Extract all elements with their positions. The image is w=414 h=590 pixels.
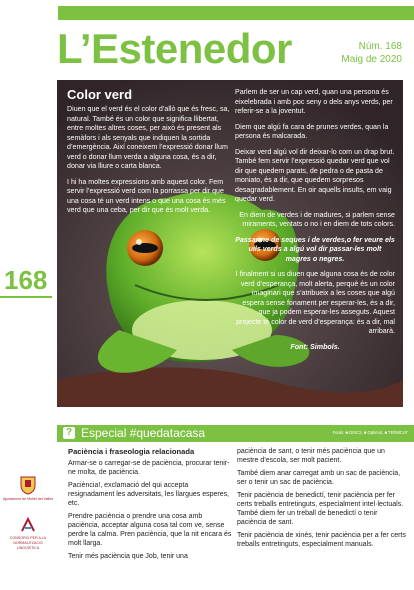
language-consortium-icon	[19, 516, 37, 534]
issue-side-number: 168	[4, 265, 48, 295]
especial-paragraph: Tenir paciència de xinès, tenir paciència per a fer certs treballs entretinguts, especialment manuals.	[237, 532, 406, 548]
issue-number: Núm. 168	[358, 41, 402, 52]
sponsor-logos	[2, 475, 54, 551]
feature-paragraph: En diem de verdes i de madures, si parlem sense miraments, veritats o no i en diem de tots colors.	[239, 210, 395, 228]
feature-paragraph: I finalment si us diuen que alguna cosa és de color verd d’esperança, molt alerta, perquè és un color imaginari que s’atribueix a les coses que algú espera sense fonament per esperar-les, és a dir, que ja podem esperar-les asseguts. Aquest projecte té color de verd d’esperança: és a dir, mal arribarà.	[235, 270, 395, 335]
especial-paragraph: Prendre paciència o prendre una cosa amb paciència, acceptar alguna cosa tal com ve, sense perdre la calma. Pren paciència, que la nit encara és molt llarga.	[68, 513, 232, 547]
especial-paragraph: També diem anar carregat amb un sac de paciència, ser o tenir un sac de paciència.	[237, 470, 401, 486]
town-council-label: Ajuntament de Mollet del Vallès	[2, 497, 54, 501]
town-crest-icon	[19, 475, 37, 495]
top-accent-bar	[58, 6, 414, 20]
especial-sources: Fonts: ■ DISC2, ■ Optimot, ■ TERMCAT	[332, 430, 408, 435]
especial-subtitle: Paciència i fraseologia relacionada	[68, 447, 195, 456]
feature-source: Font: Simbols.	[290, 342, 340, 351]
language-consortium-label: CONSORCI PER A LA NORMALITZACIÓ LINGÜÍSTICA	[9, 536, 47, 550]
especial-paragraph: paciència de sant, o tenir més paciència que un mestre d’escola, ser molt pacient.	[237, 448, 385, 464]
feature-article	[57, 80, 403, 407]
side-number-rule	[0, 296, 52, 298]
especial-paragraph: Tenir més paciència que Job, tenir una	[68, 553, 188, 560]
feature-paragraph: Diuen que el verd és el color d’allò que és fresc, sa, natural. També és un color que significa llibertat, entre moltes altres coses, per això és present als semàfors i als senyals que indiquen la sortida d’emergència. Així coneixem l’expressió donar llum verd o donar llum verda a alguna cosa, és a dir, donar via lliure o carta blanca.	[67, 105, 230, 170]
issue-date: Maig de 2020	[341, 54, 402, 65]
especial-paragraph: Armar-se o carregar-se de paciència, procurar tenir-ne molta, de paciència.	[68, 460, 230, 476]
especial-column-left	[68, 447, 235, 565]
feature-pull-quote: Passar-ne de seques i de verdes,o fer veure els uils verds a algú vol dir passar-les molt magres o negres.	[235, 235, 395, 263]
especial-column-right	[237, 447, 407, 553]
feature-paragraph: Deixar verd algú vol dir deixar-lo com un drap brut. També fem servir l’expressió quedar verd que vol dir que quedem parats, de pedra o de pasta de moniato, és a dir, que quedem sorpresos desagradablement. En oir aquells insults, em vaig quedar verd.	[235, 147, 395, 203]
feature-column-left	[67, 88, 231, 222]
especial-paragraph: Paciència!, exclamació del qui accepta resignadament les adversitats, les llargues esperes, etc.	[68, 482, 230, 507]
especial-header-band	[57, 425, 414, 442]
especial-paragraph: Tenir paciència de benedictí, tenir paciència per fer certs treballs entretinguts, especialment intel·lectuals. També diem fer un treball de benedictí o tenir paciència de sant.	[237, 492, 404, 526]
newsletter-title: L’Estenedor	[57, 25, 292, 72]
feature-paragraph: Diem que algú fa cara de prunes verdes, quan la persona és malcarada.	[235, 122, 389, 140]
feature-title: Color verd	[67, 87, 133, 102]
feature-paragraph: Parlem de ser un cap verd, quan una persona és eixelebrada i amb poc seny o dels anys verds, per referir-se a la joventut.	[235, 88, 393, 115]
question-icon: ?	[63, 427, 75, 439]
feature-column-right	[235, 88, 395, 358]
especial-title: Especial #quedatacasa	[81, 426, 206, 440]
feature-paragraph: I hi ha moltes expressions amb aquest color. Fem servir l’expressió verd com la porrassa per dir que una cosa té un verd intens o que una cosa és més verd que una ceba, per dir que és molt verda.	[67, 177, 226, 214]
issue-info	[341, 40, 402, 66]
